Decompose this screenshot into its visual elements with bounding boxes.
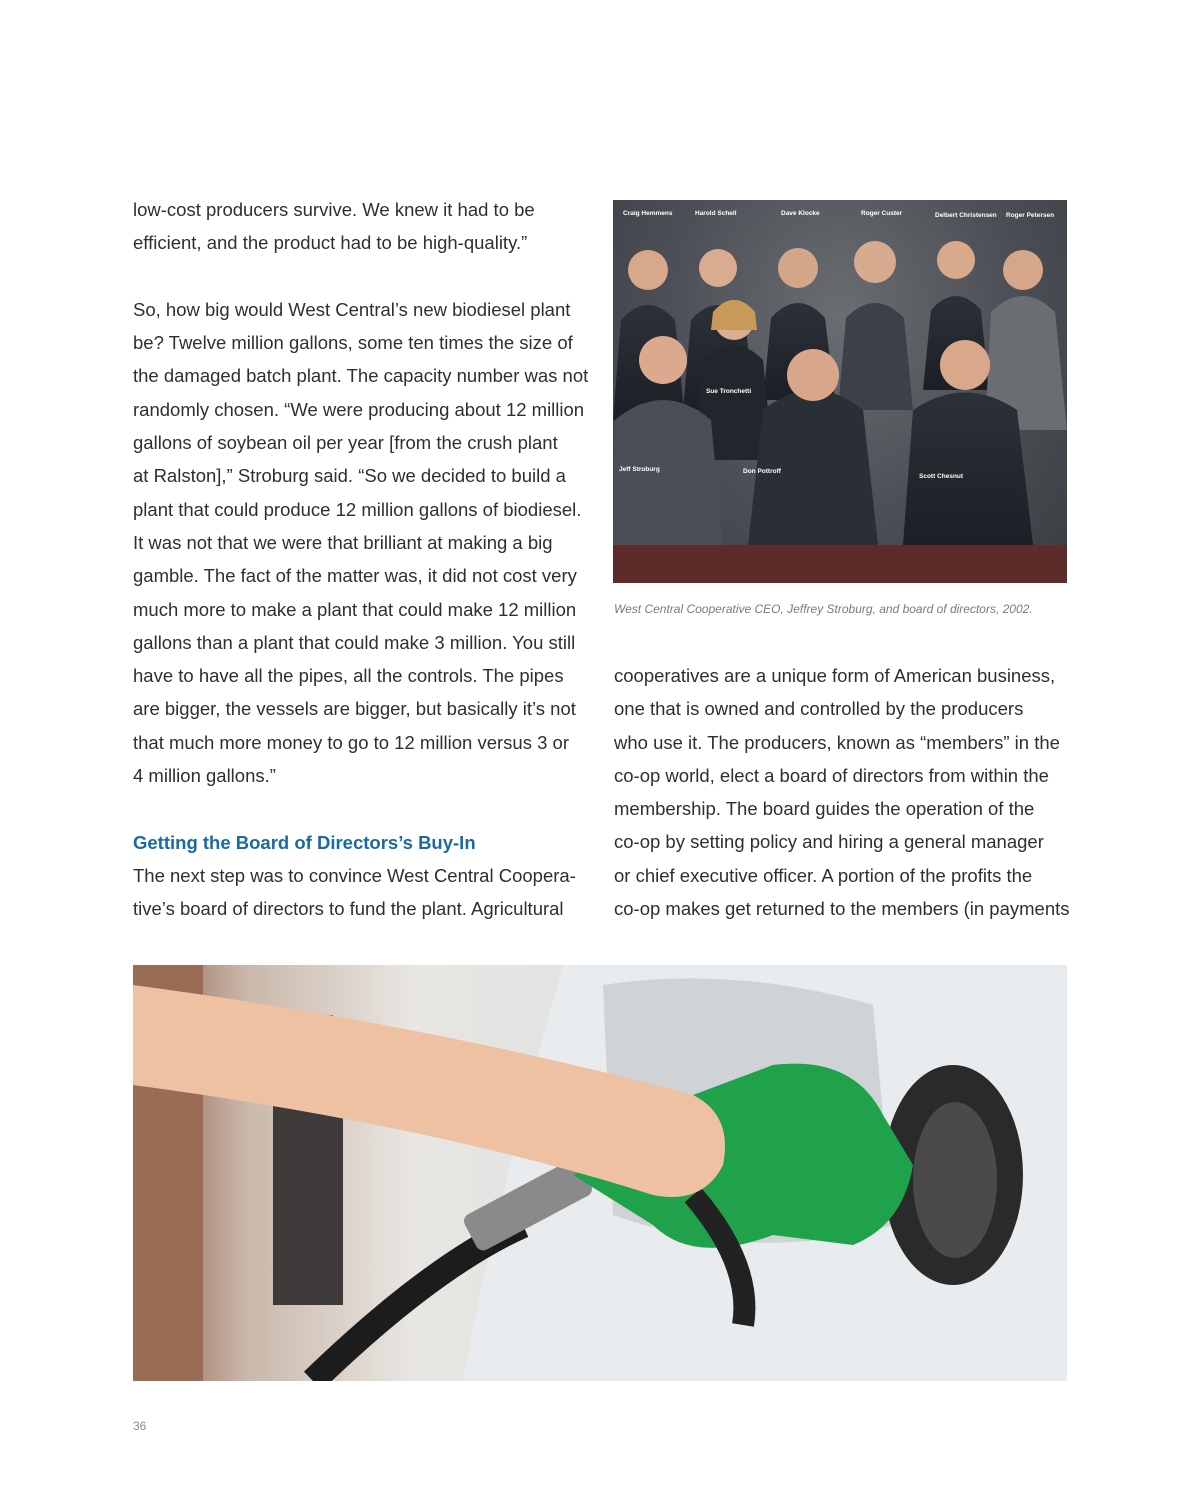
- left-column: [133, 193, 593, 926]
- paragraph-3: [133, 859, 593, 926]
- name-label: Jeff Stroburg: [619, 466, 660, 473]
- text-line: have to have all the pipes, all the controls. The pipes: [133, 665, 564, 687]
- name-label: Delbert Christensen: [935, 212, 997, 219]
- text-line: plant that could produce 12 million gallons of biodiesel.: [133, 498, 582, 520]
- text-line: co-op makes get returned to the members (in payments: [614, 898, 1070, 920]
- name-label: Sue Tronchetti: [706, 388, 752, 395]
- text-line: be? Twelve million gallons, some ten times the size of: [133, 332, 573, 354]
- text-line: one that is owned and controlled by the producers: [614, 698, 1024, 720]
- right-column: [614, 659, 1074, 925]
- photo-caption: West Central Cooperative CEO, Jeffrey Stroburg, and board of directors, 2002.: [614, 602, 1033, 616]
- board-photo-illustration: [613, 200, 1067, 583]
- paragraph: [614, 659, 1074, 925]
- text-line: co-op world, elect a board of directors from within the: [614, 764, 1049, 786]
- text-line: tive’s board of directors to fund the plant. Agricultural: [133, 898, 564, 920]
- text-line: much more to make a plant that could make 12 million: [133, 598, 577, 620]
- text-line: co-op by setting policy and hiring a general manager: [614, 831, 1044, 853]
- text-line: gallons of soybean oil per year [from the crush plant: [133, 432, 558, 454]
- text-line: The next step was to convince West Central Coopera-: [133, 864, 576, 886]
- text-line: who use it. The producers, known as “members” in the: [614, 731, 1060, 753]
- text-line: gamble. The fact of the matter was, it did not cost very: [133, 565, 577, 587]
- name-label: Harold Schell: [695, 210, 737, 217]
- front-row-people: [613, 336, 1033, 545]
- paragraph-2: [133, 293, 593, 792]
- section-heading: Getting the Board of Directors’s Buy-In: [133, 831, 476, 853]
- text-line: the damaged batch plant. The capacity number was not: [133, 365, 589, 387]
- name-label: Dave Klocke: [781, 210, 820, 217]
- paragraph-1: [133, 193, 593, 260]
- fuel-photo-illustration: [133, 965, 1067, 1381]
- text-line: So, how big would West Central’s new biodiesel plant: [133, 298, 571, 320]
- text-line: gallons than a plant that could make 3 million. You still: [133, 631, 576, 653]
- text-line: or chief executive officer. A portion of the profits the: [614, 864, 1033, 886]
- name-label: Roger Custer: [861, 210, 903, 217]
- text-line: It was not that we were that brilliant at making a big: [133, 531, 553, 553]
- board-of-directors-photo: [613, 200, 1067, 583]
- name-label: Craig Hemmens: [623, 210, 673, 217]
- name-label: Scott Chesnut: [919, 473, 964, 480]
- text-line: efficient, and the product had to be high-quality.”: [133, 232, 528, 254]
- text-line: membership. The board guides the operation of the: [614, 798, 1035, 820]
- text-line: cooperatives are a unique form of American business,: [614, 665, 1056, 686]
- text-line: are bigger, the vessels are bigger, but basically it’s not: [133, 698, 576, 720]
- name-label: Don Pottroff: [743, 468, 781, 475]
- text-line: randomly chosen. “We were producing about 12 million: [133, 398, 585, 420]
- text-line: at Ralston],” Stroburg said. “So we decided to build a: [133, 465, 566, 487]
- page-number: 36: [133, 1419, 147, 1433]
- text-line: that much more money to go to 12 million versus 3 or: [133, 731, 569, 753]
- fuel-nozzle-photo: [133, 965, 1067, 1381]
- text-line: 4 million gallons.”: [133, 765, 276, 787]
- text-line: low-cost producers survive. We knew it had to be: [133, 199, 535, 220]
- name-label: Roger Petersen: [1006, 212, 1055, 219]
